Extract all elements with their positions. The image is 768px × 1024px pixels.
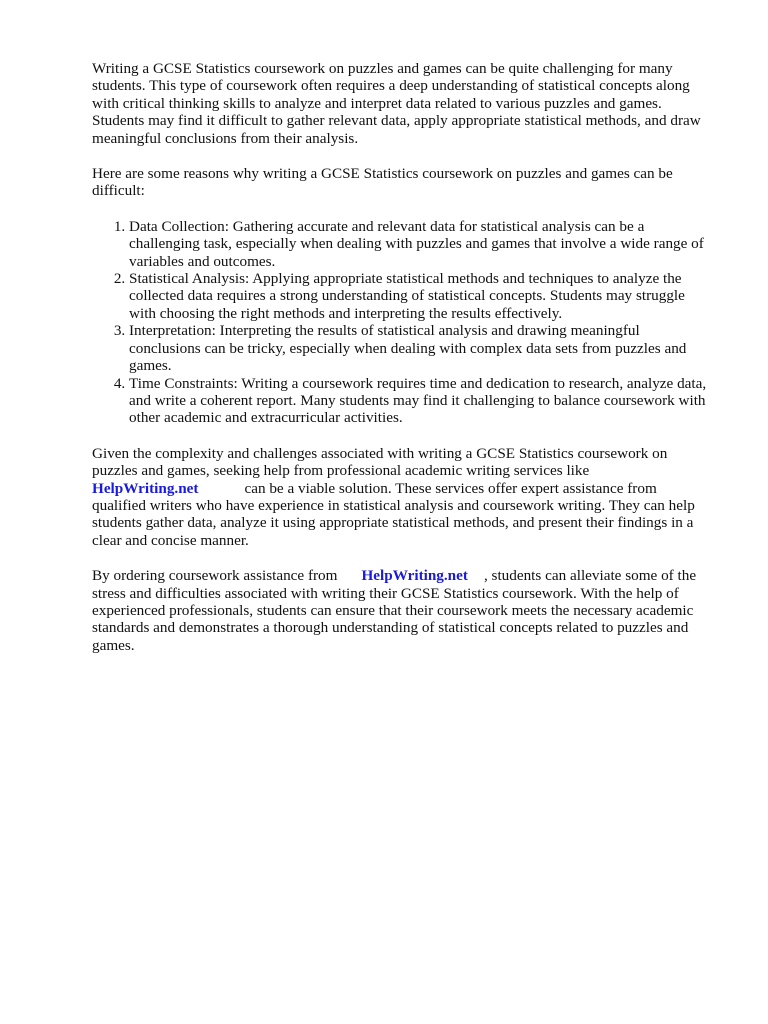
- help-services-text-before-link: Given the complexity and challenges associated with writing a GCSE Statistics coursework on puzzles and games, seeking help from professional academic writing services like: [92, 444, 668, 480]
- helpwriting-link[interactable]: HelpWriting.net: [92, 479, 199, 497]
- ordering-text-after-link: , students can alleviate some of the stress and difficulties associated with writing their GCSE Statistics coursework. With the help of experienced professionals, students can ensure that their coursework meets the necessary academic standards and demonstrates a thorough understanding of statistical concepts related to puzzles and games.: [92, 567, 697, 654]
- ordering-paragraph: [92, 567, 710, 654]
- reasons-intro-paragraph: Here are some reasons why writing a GCSE Statistics coursework on puzzles and games can be difficult:: [92, 165, 673, 200]
- help-services-paragraph: [92, 445, 710, 549]
- reason-item-time-constraints: 4. Time Constraints: Writing a coursework requires time and dedication to research, analyze data, and write a coherent report. Many students may find it challenging to balance coursework with other academic and extracurricular activities.: [129, 375, 710, 427]
- reasons-list: [92, 218, 710, 427]
- reason-item-statistical-analysis: 2. Statistical Analysis: Applying appropriate statistical methods and techniques to analyze the collected data requires a strong understanding of statistical concepts. Students may struggle with choosing the right methods and interpreting the results effectively.: [129, 270, 710, 322]
- ordering-text-before-link: By ordering coursework assistance from: [92, 567, 338, 585]
- helpwriting-link-second[interactable]: HelpWriting.net: [361, 567, 468, 585]
- reason-item-interpretation: 3. Interpretation: Interpreting the results of statistical analysis and drawing meaningful conclusions can be tricky, especially when dealing with complex data sets from puzzles and games.: [129, 322, 710, 374]
- reason-item-data-collection: 1. Data Collection: Gathering accurate and relevant data for statistical analysis can be a challenging task, especially when dealing with puzzles and games that involve a wide range of variables and outcomes.: [129, 218, 710, 270]
- help-services-text-after-link: can be a viable solution. These services offer expert assistance from qualified writers who have experience in statistical analysis and coursework writing. They can help students gather data, analyze it using appropriate statistical methods, and present their findings in a clear and concise manner.: [92, 479, 695, 549]
- intro-paragraph: Writing a GCSE Statistics coursework on puzzles and games can be quite challenging for many students. This type of coursework often requires a deep understanding of statistical concepts along with critical thinking skills to analyze and interpret data related to various puzzles and games. Students may find it difficult to gather relevant data, apply appropriate statistical methods, and draw meaningful conclusions from their analysis.: [92, 60, 701, 147]
